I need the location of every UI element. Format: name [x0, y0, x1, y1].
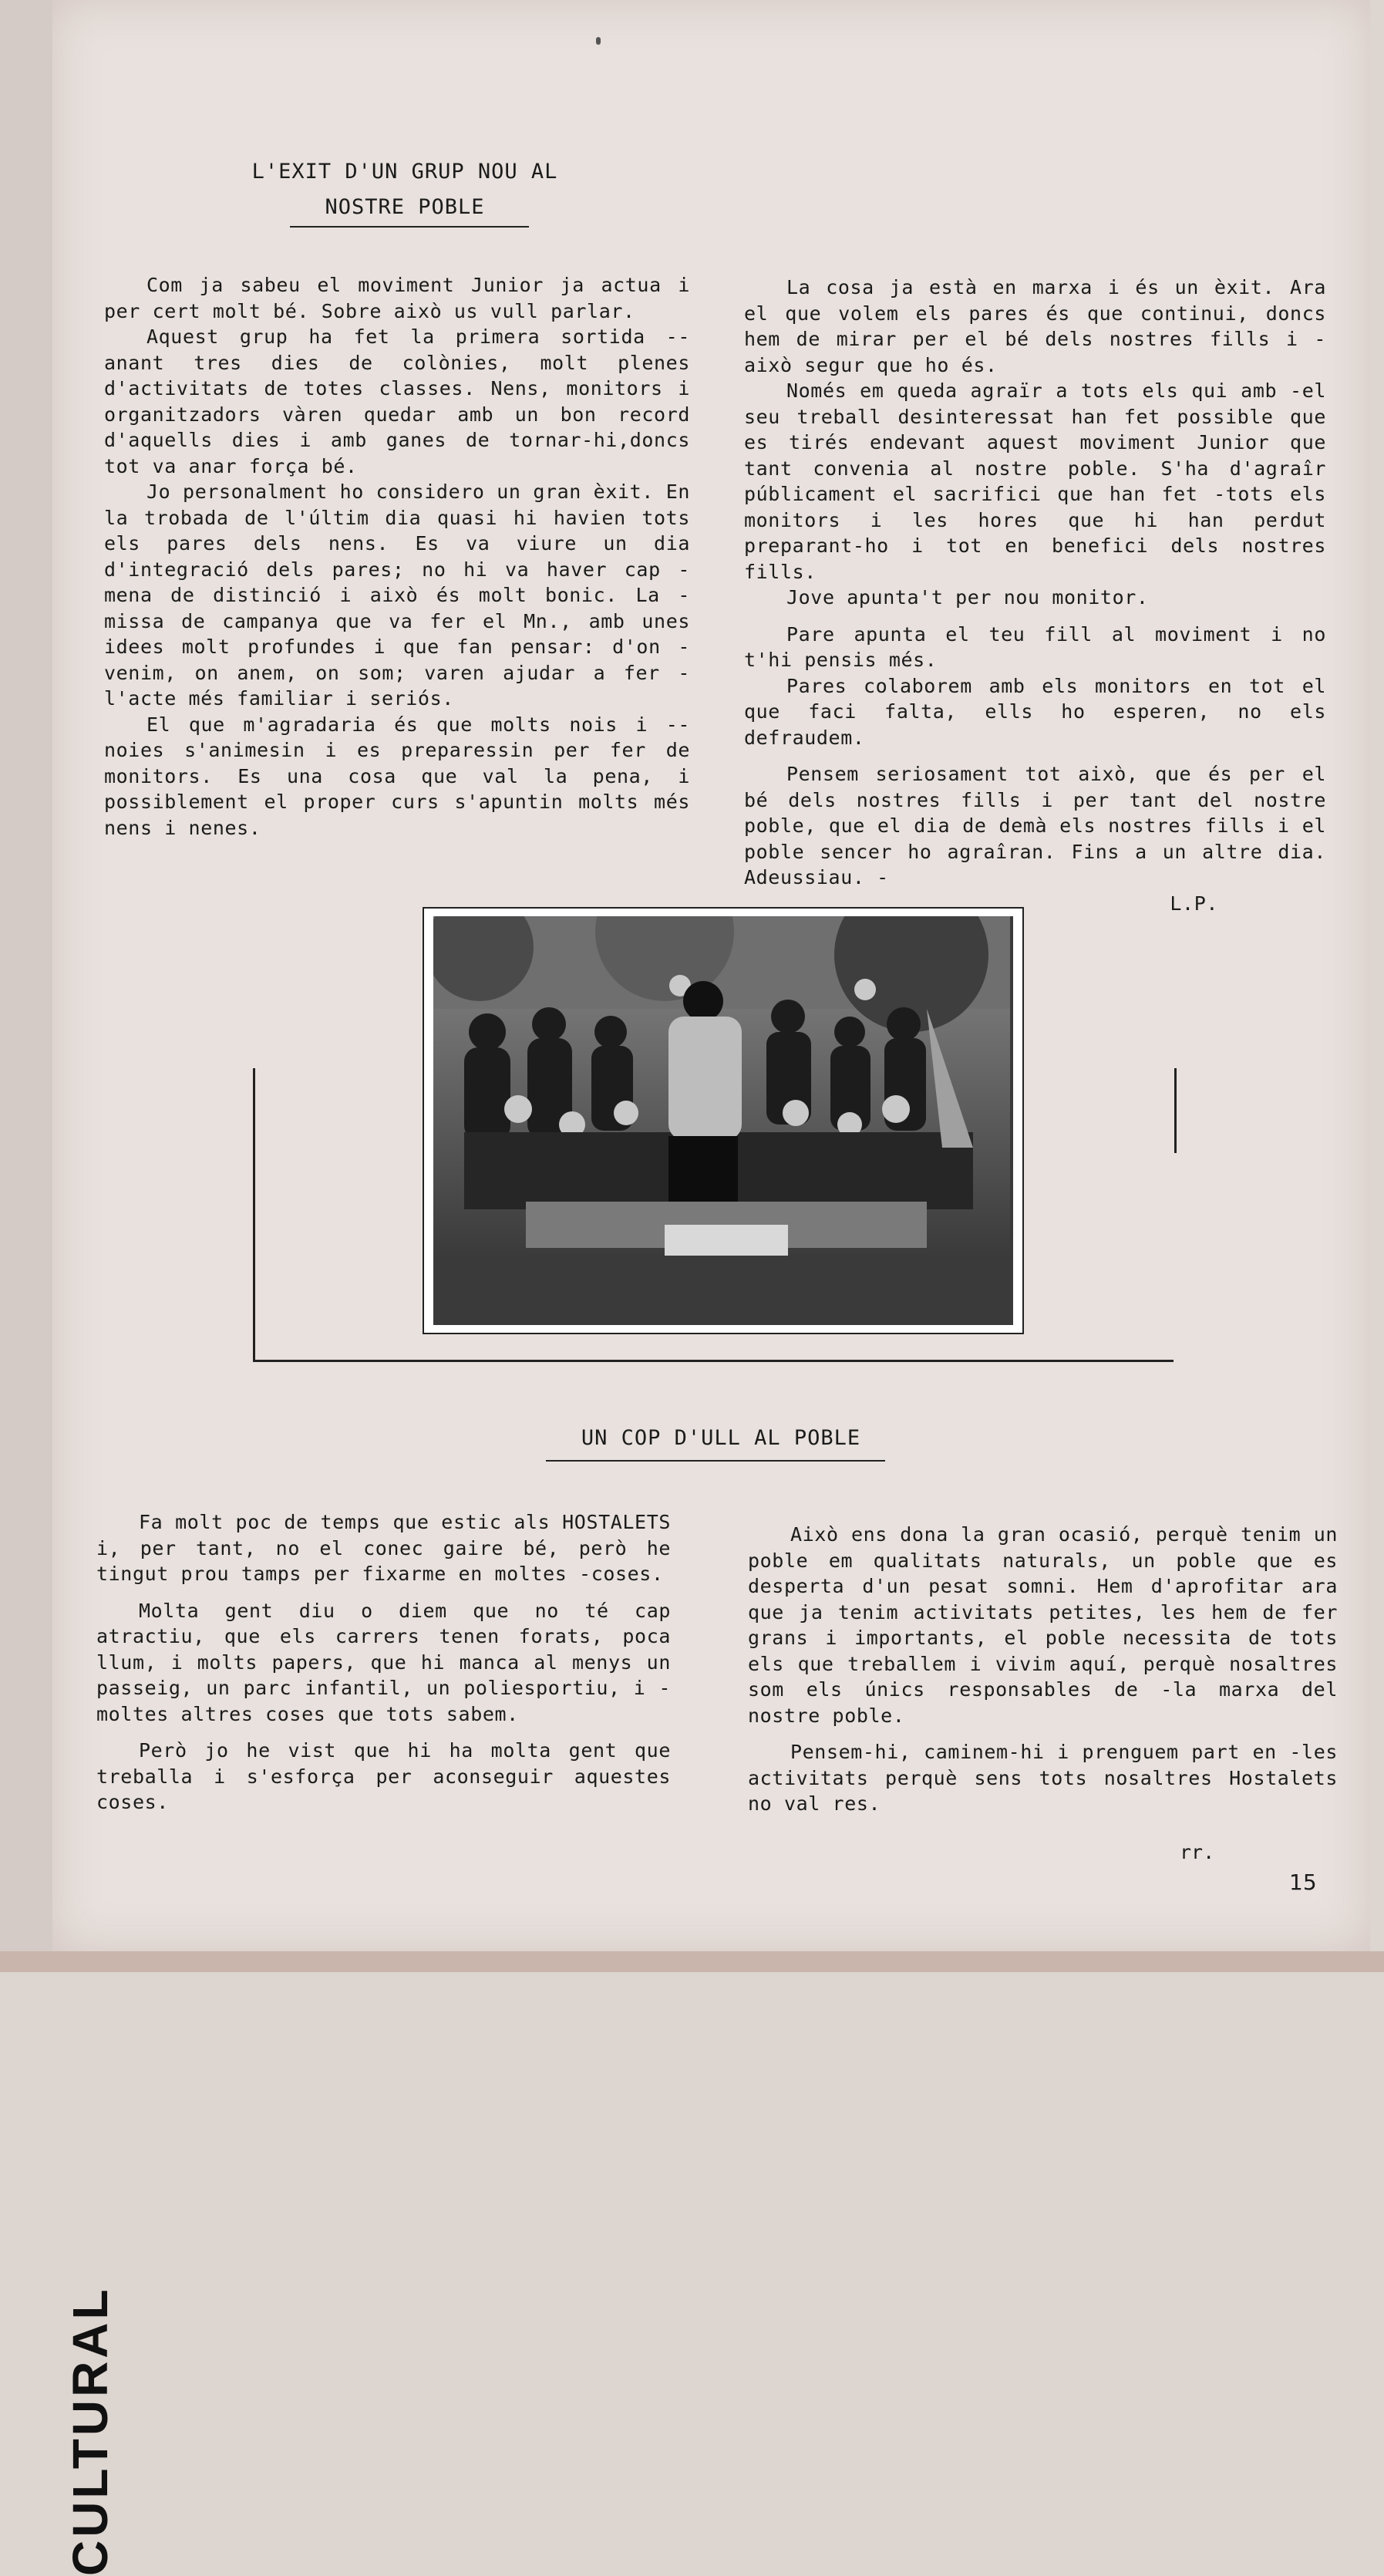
section-label: CULTURAL: [62, 2286, 118, 2576]
article2-signature: rr.: [1180, 1841, 1215, 1863]
article2-title-underline: [546, 1460, 885, 1462]
paragraph: Pare apunta el teu fill al moviment i no t'hi pensis més.: [744, 622, 1326, 671]
paragraph: Com ja sabeu el moviment Junior ja actua i per cert molt bé. Sobre això us vull parlar.: [104, 274, 690, 322]
paragraph: Molta gent diu o diem que no té cap atractiu, que els carrers tenen forats, poca llum, i molts papers, que hi manca al menys un passeig, un parc infantil, un poliesportiu, i -moltes altres coses que tots sabem.: [96, 1599, 671, 1725]
ink-speck: [596, 37, 601, 45]
article1-left-column: [104, 272, 690, 841]
paragraph: Fa molt poc de temps que estic als HOSTALETS i, per tant, no el conec gaire bé, però he tingut prou tamps per fixarme en moltes -coses.: [96, 1511, 671, 1585]
photo-frame: [423, 907, 1024, 1334]
paragraph: Però jo he vist que hi ha molta gent que treballa i s'esforça per aconseguir aquestes coses.: [96, 1739, 671, 1813]
article1-title: [162, 154, 648, 225]
paragraph: Jove apunta't per nou monitor.: [786, 586, 1149, 609]
article1-signature: L.P.: [1170, 892, 1218, 915]
paragraph: El que m'agradaria és que molts nois i -- noies s'animesin i es preparessin per fer de monitors. Es una cosa que val la pena, i possiblement el proper curs s'apuntin molts més nens i nenes.: [104, 713, 690, 839]
article1-title-line1: L'EXIT D'UN GRUP NOU AL: [251, 160, 558, 184]
paragraph: Això ens dona la gran ocasió, perquè tenim un poble em qualitats naturals, un poble que es desperta d'un pesat somni. Hem d'aprofitar ara que ja tenim activitats petites, les hem de fer grans i importants, el poble necessita de tots els que treballem i vivim aquí, perquè nosaltres som els únics responsables de -la marxa del nostre poble.: [748, 1523, 1338, 1727]
paragraph: Pares colaborem amb els monitors en tot el que faci falta, ells ho esperen, no els defraudem.: [744, 674, 1326, 749]
page-number: 15: [1289, 1870, 1317, 1895]
photo-bracket-right: [1174, 1068, 1177, 1153]
paragraph: Jo personalment ho considero un gran èxit. En la trobada de l'últim dia quasi hi havien tots els pares dels nens. Es va viure un dia d'integració dels pares; no hi va haver cap -mena de distinció i això és molt bonic. La -missa de campanya que va fer el Mn., amb unes idees molt profundes i que fan pensar: d'on -venim, on anem, on som; varen ajudar a fer -l'acte més familiar i seriós.: [104, 480, 690, 710]
paragraph: Només em queda agraïr a tots els qui amb -el seu treball desinteressat han fet possible que es tirés endevant aquest moviment Junior que tant convenia al nostre poble. S'ha d'agraîr públicament el sacrifici que han fet -tots els monitors i les hores que hi han perdut preparant-ho i tot en benefici dels nostres fills.: [744, 379, 1326, 583]
paragraph: La cosa ja està en marxa i és un èxit. Ara el que volem els pares és que continui, doncs hem de mirar per el bé dels nostres fills i -això segur que ho és.: [744, 276, 1326, 376]
article2-left-column: [96, 1509, 671, 1816]
photo-bracket-bottom: [253, 1360, 1174, 1362]
article1-title-underline: [290, 226, 529, 228]
article1-title-line2: NOSTRE POBLE: [325, 195, 485, 219]
adjacent-page-spine: [0, 0, 118, 2576]
group-photo-image: [433, 916, 1010, 1322]
article2-title: UN COP D'ULL AL POBLE: [581, 1426, 861, 1450]
photo-bracket-left: [253, 1068, 255, 1361]
article2-right-column: [748, 1522, 1338, 1817]
paragraph: Aquest grup ha fet la primera sortida -- anant tres dies de colònies, molt plenes d'activitats de totes classes. Nens, monitors i organitzadors vàren quedar amb un bon record d'aquells dies i amb ganes de tornar-hi,doncs tot va anar força bé.: [104, 325, 690, 477]
page-bottom-edge: [0, 1951, 1384, 1972]
group-photo: [433, 916, 1013, 1325]
article1-right-column: [744, 275, 1326, 916]
paragraph: Pensem-hi, caminem-hi i prenguem part en -les activitats perquè sens tots nosaltres Hostalets no val res.: [748, 1741, 1338, 1815]
paragraph: Pensem seriosament tot això, que és per el bé dels nostres fills i per tant del nostre poble, que el dia de demà els nostres fills i el poble sencer ho agraîran. Fins a un altre dia. Adeussiau. -: [744, 763, 1326, 888]
